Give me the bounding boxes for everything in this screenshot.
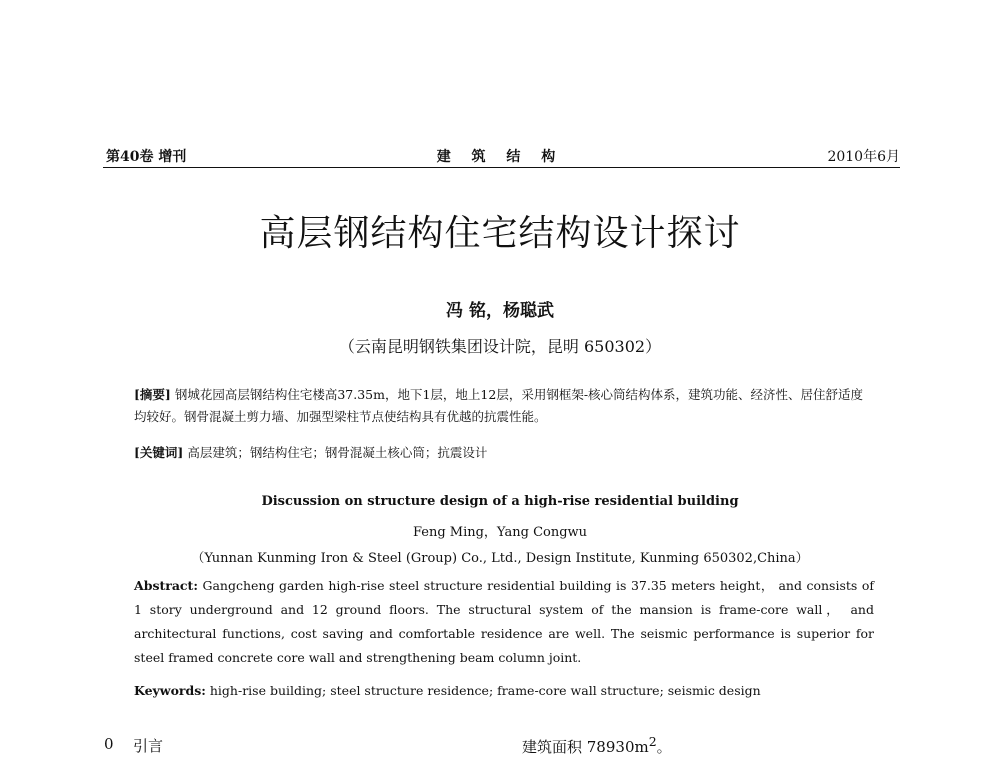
english-keywords <box>134 679 874 703</box>
section-number: 0 <box>104 735 114 753</box>
chinese-keywords-label: [关键词] <box>134 445 184 460</box>
chinese-affiliation: （云南昆明钢铁集团设计院，昆明 650302） <box>338 337 662 356</box>
english-keywords-text: high-rise building; steel structure residence; frame-core wall structure; seismic design <box>205 683 761 698</box>
issue-date: 2010年6月 <box>827 149 900 165</box>
chinese-abstract <box>134 384 874 428</box>
english-abstract <box>134 574 874 670</box>
journal-name: 建 筑 结 构 <box>436 149 564 165</box>
english-affiliation: （Yunnan Kunming Iron & Steel (Group) Co., Ltd., Design Institute, Kunming 650302,China） <box>191 551 809 566</box>
journal-volume: 第40卷 增刊 <box>106 149 187 165</box>
section-title: 引言 <box>133 737 164 755</box>
english-keywords-label: Keywords: <box>134 683 206 698</box>
chinese-title: 高层钢结构住宅结构设计探讨 <box>259 213 741 254</box>
body-text-main: 建筑面积 78930m <box>522 738 649 756</box>
body-text <box>522 734 672 757</box>
english-authors: Feng Ming，Yang Congwu <box>412 525 588 540</box>
english-abstract-text: Gangcheng garden high-rise steel structure residential building is 37.35 meters height， and consists of 1 story underground and 12 ground floors. The structural system of the mansion is frame-core wall， and architectural functions, cost saving and comfortable residence are well. The seismic performance is superior for steel framed concrete core wall and strengthening beam column joint. <box>134 578 874 665</box>
chinese-authors: 冯 铭，杨聪武 <box>446 301 554 321</box>
body-text-end: 。 <box>656 738 672 756</box>
chinese-keywords-text: 高层建筑；钢结构住宅；钢骨混凝土核心筒；抗震设计 <box>183 445 488 460</box>
header-rule <box>103 167 900 168</box>
english-abstract-label: Abstract: <box>134 578 198 593</box>
chinese-abstract-text: 钢城花园高层钢结构住宅楼高37.35m，地下1层，地上12层，采用钢框架-核心筒结构体系，建筑功能、经济性、居住舒适度均较好。钢骨混凝土剪力墙、加强型梁柱节点使结构具有优越的抗震性能。 <box>134 387 864 424</box>
area-superscript: 2 <box>648 734 657 749</box>
chinese-abstract-label: [摘要] <box>134 387 171 402</box>
chinese-keywords <box>134 442 874 464</box>
english-title: Discussion on structure design of a high-rise residential building <box>261 494 739 509</box>
